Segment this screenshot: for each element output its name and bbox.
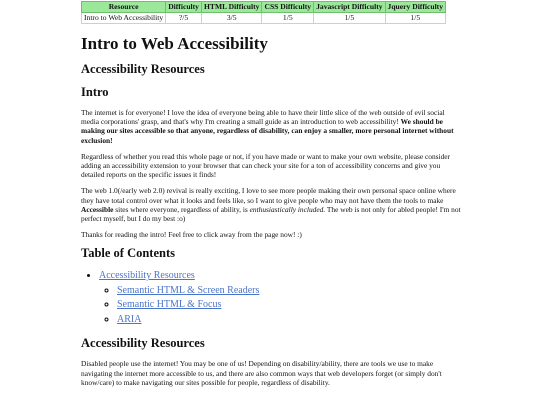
- table-header: Javascript Difficulty: [314, 2, 385, 13]
- intro-paragraph-3: [81, 186, 461, 223]
- toc-link-aria[interactable]: ARIA: [117, 313, 142, 325]
- difficulty-table: [81, 1, 446, 24]
- table-row: [82, 13, 446, 24]
- toc-link-semantic-html-screen-readers[interactable]: Semantic HTML & Screen Readers: [117, 284, 260, 296]
- section-title-resources-top: Accessibility Resources: [81, 62, 205, 76]
- intro-text: The web is not only for abled people! I'm not perfect myself, but I do my best :o): [81, 204, 461, 224]
- intro-bold-text: We should be making our sites accessible so that anyone, regardless of disability, can enjoy a smaller, more personal internet without exclusion!: [81, 117, 454, 145]
- intro-heading: Intro: [81, 85, 109, 99]
- toc-sublist: [99, 284, 461, 328]
- intro-paragraph-4: Thanks for reading the intro! Feel free to click away from the page now! :): [81, 230, 302, 240]
- resources-paragraph-1: Disabled people use the internet! You may be one of us! Depending on disability/ability, there are tools we use to make navigating the internet more accessible to us, and there are also common ways that web developers forget (or simply don't know/care) to make navigating our sites possible for people, regardless of disability.: [81, 359, 442, 387]
- table-cell: 1/5: [385, 13, 445, 24]
- intro-text: The internet is for everyone! I love the idea of everyone being able to have their little slice of the web outside of evil social media corporations' grasp, and that's why I'm creating a small guide as an introduction to web accessibility!: [81, 108, 445, 127]
- toc-heading: Table of Contents: [81, 246, 175, 261]
- intro-text: sites where everyone, regardless of ability, is: [113, 204, 250, 214]
- toc-subitem: [117, 284, 461, 299]
- included-italic: enthusiastically included.: [249, 204, 326, 214]
- intro-paragraph-1: [81, 108, 461, 145]
- table-cell: 3/5: [201, 13, 261, 24]
- table-header-row: [82, 2, 446, 13]
- table-cell: 1/5: [314, 13, 385, 24]
- table-header: Resource: [82, 2, 166, 13]
- toc-subitem: [117, 313, 461, 328]
- table-header: CSS Difficulty: [262, 2, 314, 13]
- page-title: Intro to Web Accessibility: [81, 34, 268, 53]
- main-content: [81, 34, 461, 394]
- toc-link-accessibility-resources[interactable]: Accessibility Resources: [99, 270, 195, 282]
- accessible-bold: Accessible: [81, 204, 114, 214]
- table-header: Difficulty: [166, 2, 202, 13]
- toc-link-semantic-html-focus[interactable]: Semantic HTML & Focus: [117, 299, 222, 311]
- table-header: Jquery Difficulty: [385, 2, 445, 13]
- table-of-contents: [81, 269, 461, 327]
- table-cell: Intro to Web Accessibility: [82, 13, 166, 24]
- toc-subitem: [117, 298, 461, 313]
- table-cell: 1/5: [262, 13, 314, 24]
- toc-item: [99, 269, 461, 327]
- intro-paragraph-2: Regardless of whether you read this whole page or not, if you have made or want to make your own website, please consider adding an accessibility extension to your browser that can check your site for a ton of accessibility concerns and give you detailed reports on the specific issues it finds!: [81, 151, 451, 180]
- table-cell: ?/5: [166, 13, 202, 24]
- table-header: HTML Difficulty: [201, 2, 261, 13]
- intro-text: The web 1.0(/early web 2.0) revival is really exciting, I love to see more people making their own personal space online where they have total control over what it looks and feels like, so I want to give people who may not have them the tools to make: [81, 186, 456, 205]
- resources-heading: Accessibility Resources: [81, 336, 205, 351]
